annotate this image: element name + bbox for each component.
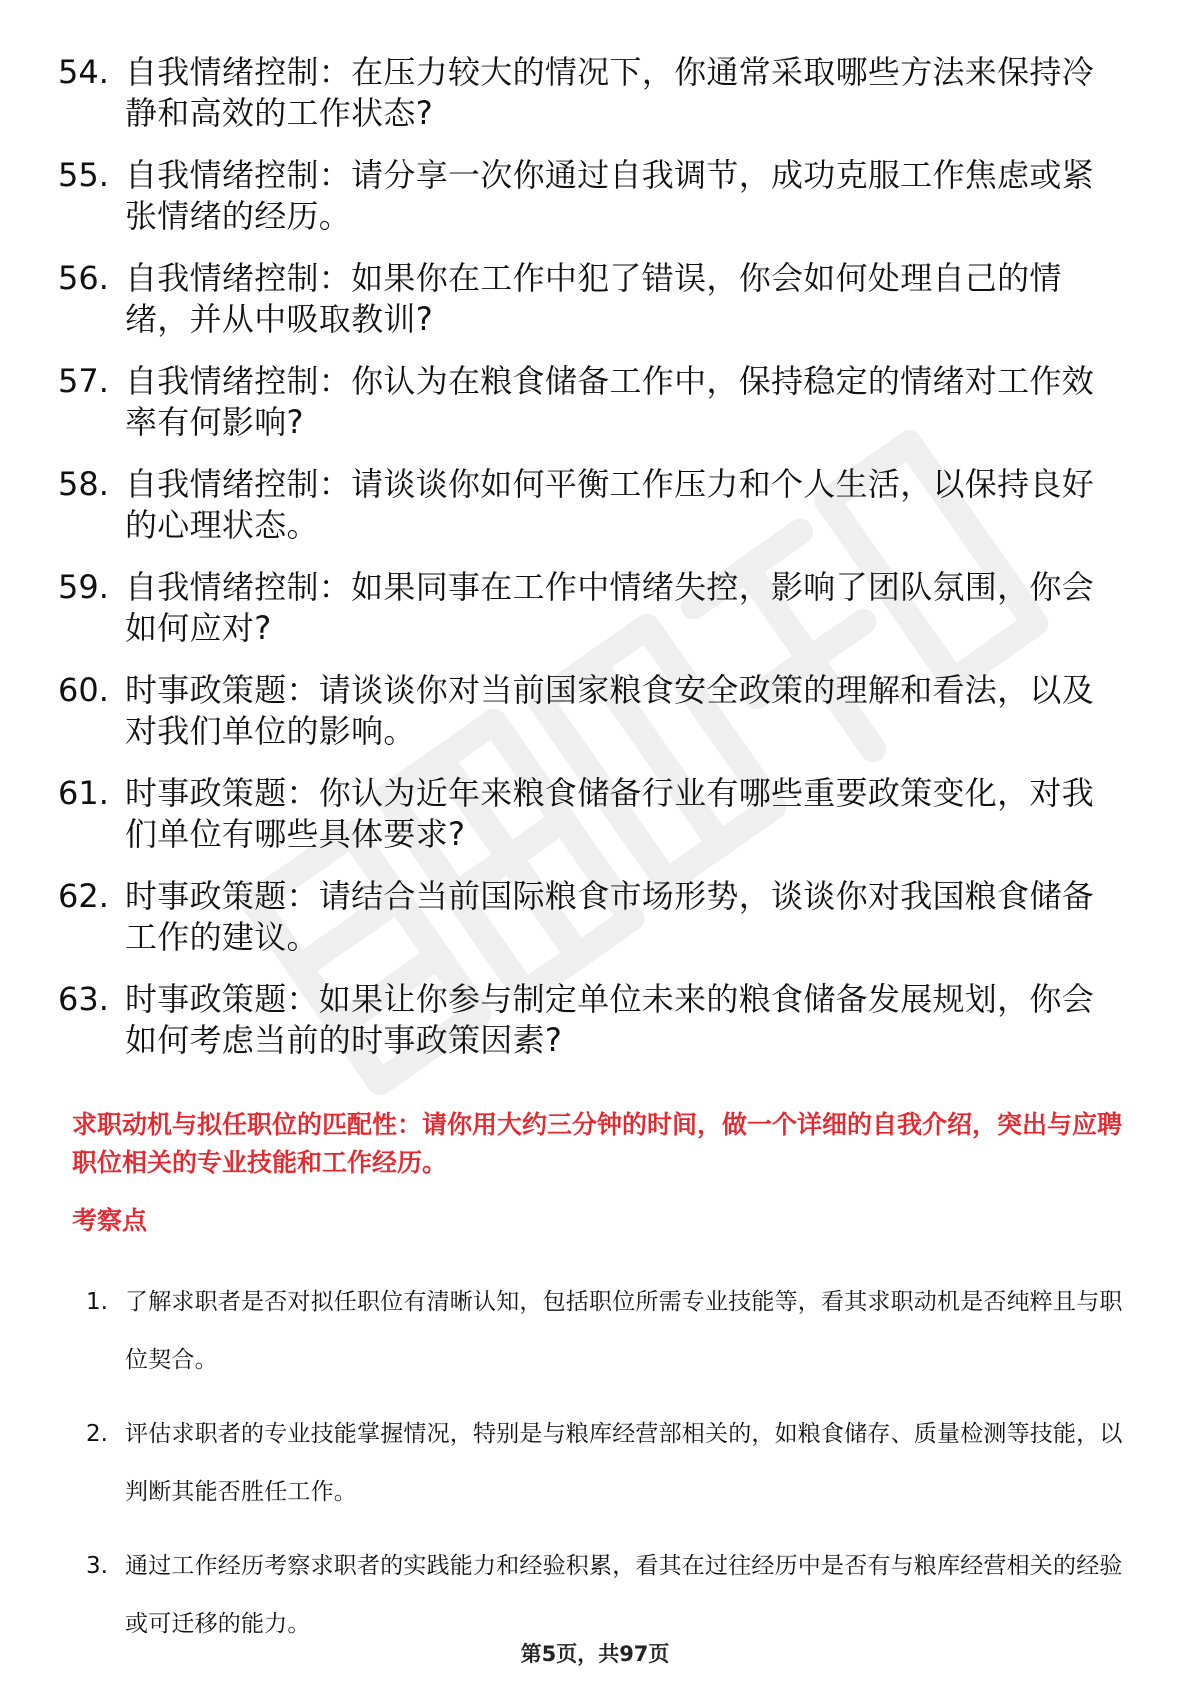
question-text: 时事政策题：请结合当前国际粮食市场形势，谈谈你对我国粮食储备工作的建议。 [125, 877, 1095, 956]
list-item [58, 670, 1138, 752]
question-number: 61. [58, 774, 109, 812]
point-number: 2. [86, 1421, 108, 1447]
question-text: 时事政策题：你认为近年来粮食储备行业有哪些重要政策变化，对我们单位有哪些具体要求? [125, 774, 1095, 853]
question-number: 62. [58, 877, 109, 915]
question-number: 59. [58, 568, 109, 606]
question-text: 时事政策题：如果让你参与制定单位未来的粮食储备发展规划，你会如何考虑当前的时事政策因素? [125, 980, 1095, 1059]
list-item [58, 155, 1138, 237]
list-item [58, 567, 1138, 649]
question-text: 自我情绪控制：请分享一次你通过自我调节，成功克服工作焦虑或紧张情绪的经历。 [125, 156, 1095, 235]
point-text: 了解求职者是否对拟任职位有清晰认知，包括职位所需专业技能等，看其求职动机是否纯粹且与职位契合。 [125, 1289, 1123, 1373]
list-item [58, 258, 1138, 340]
list-item [58, 773, 1138, 855]
point-text: 通过工作经历考察求职者的实践能力和经验积累，看其在过往经历中是否有与粮库经营相关的经验或可迁移的能力。 [125, 1553, 1123, 1637]
question-text: 自我情绪控制：在压力较大的情况下，你通常采取哪些方法来保持冷静和高效的工作状态? [125, 53, 1095, 132]
list-item [58, 52, 1138, 134]
point-number: 1. [86, 1289, 108, 1315]
assessment-points-list [86, 1273, 1136, 1669]
question-number: 60. [58, 671, 109, 709]
list-item [86, 1537, 1136, 1653]
question-number: 56. [58, 259, 109, 297]
question-text: 时事政策题：请谈谈你对当前国家粮食安全政策的理解和看法，以及对我们单位的影响。 [125, 671, 1095, 750]
list-item [58, 464, 1138, 546]
point-number: 3. [86, 1553, 108, 1579]
question-text: 自我情绪控制：你认为在粮食储备工作中，保持稳定的情绪对工作效率有何影响? [125, 362, 1095, 441]
question-text: 自我情绪控制：如果同事在工作中情绪失控，影响了团队氛围，你会如何应对? [125, 568, 1095, 647]
list-item [86, 1273, 1136, 1389]
point-text: 评估求职者的专业技能掌握情况，特别是与粮库经营部相关的，如粮食储存、质量检测等技能，以判断其能否胜任工作。 [125, 1421, 1123, 1505]
question-text: 自我情绪控制：请谈谈你如何平衡工作压力和个人生活，以保持良好的心理状态。 [125, 465, 1095, 544]
subsection-title: 考察点 [72, 1206, 148, 1235]
question-number: 54. [58, 53, 109, 91]
question-number: 58. [58, 465, 109, 503]
question-list [58, 52, 1138, 1082]
page-footer: 第5页，共97页 [520, 1642, 670, 1666]
list-item [58, 876, 1138, 958]
list-item [58, 979, 1138, 1061]
question-number: 63. [58, 980, 109, 1018]
question-number: 55. [58, 156, 109, 194]
list-item [58, 361, 1138, 443]
section-heading: 求职动机与拟任职位的匹配性：请你用大约三分钟的时间，做一个详细的自我介绍，突出与应聘职位相关的专业技能和工作经历。 [72, 1110, 1123, 1177]
list-item [86, 1405, 1136, 1521]
question-text: 自我情绪控制：如果你在工作中犯了错误，你会如何处理自己的情绪，并从中吸取教训? [125, 259, 1062, 338]
question-number: 57. [58, 362, 109, 400]
